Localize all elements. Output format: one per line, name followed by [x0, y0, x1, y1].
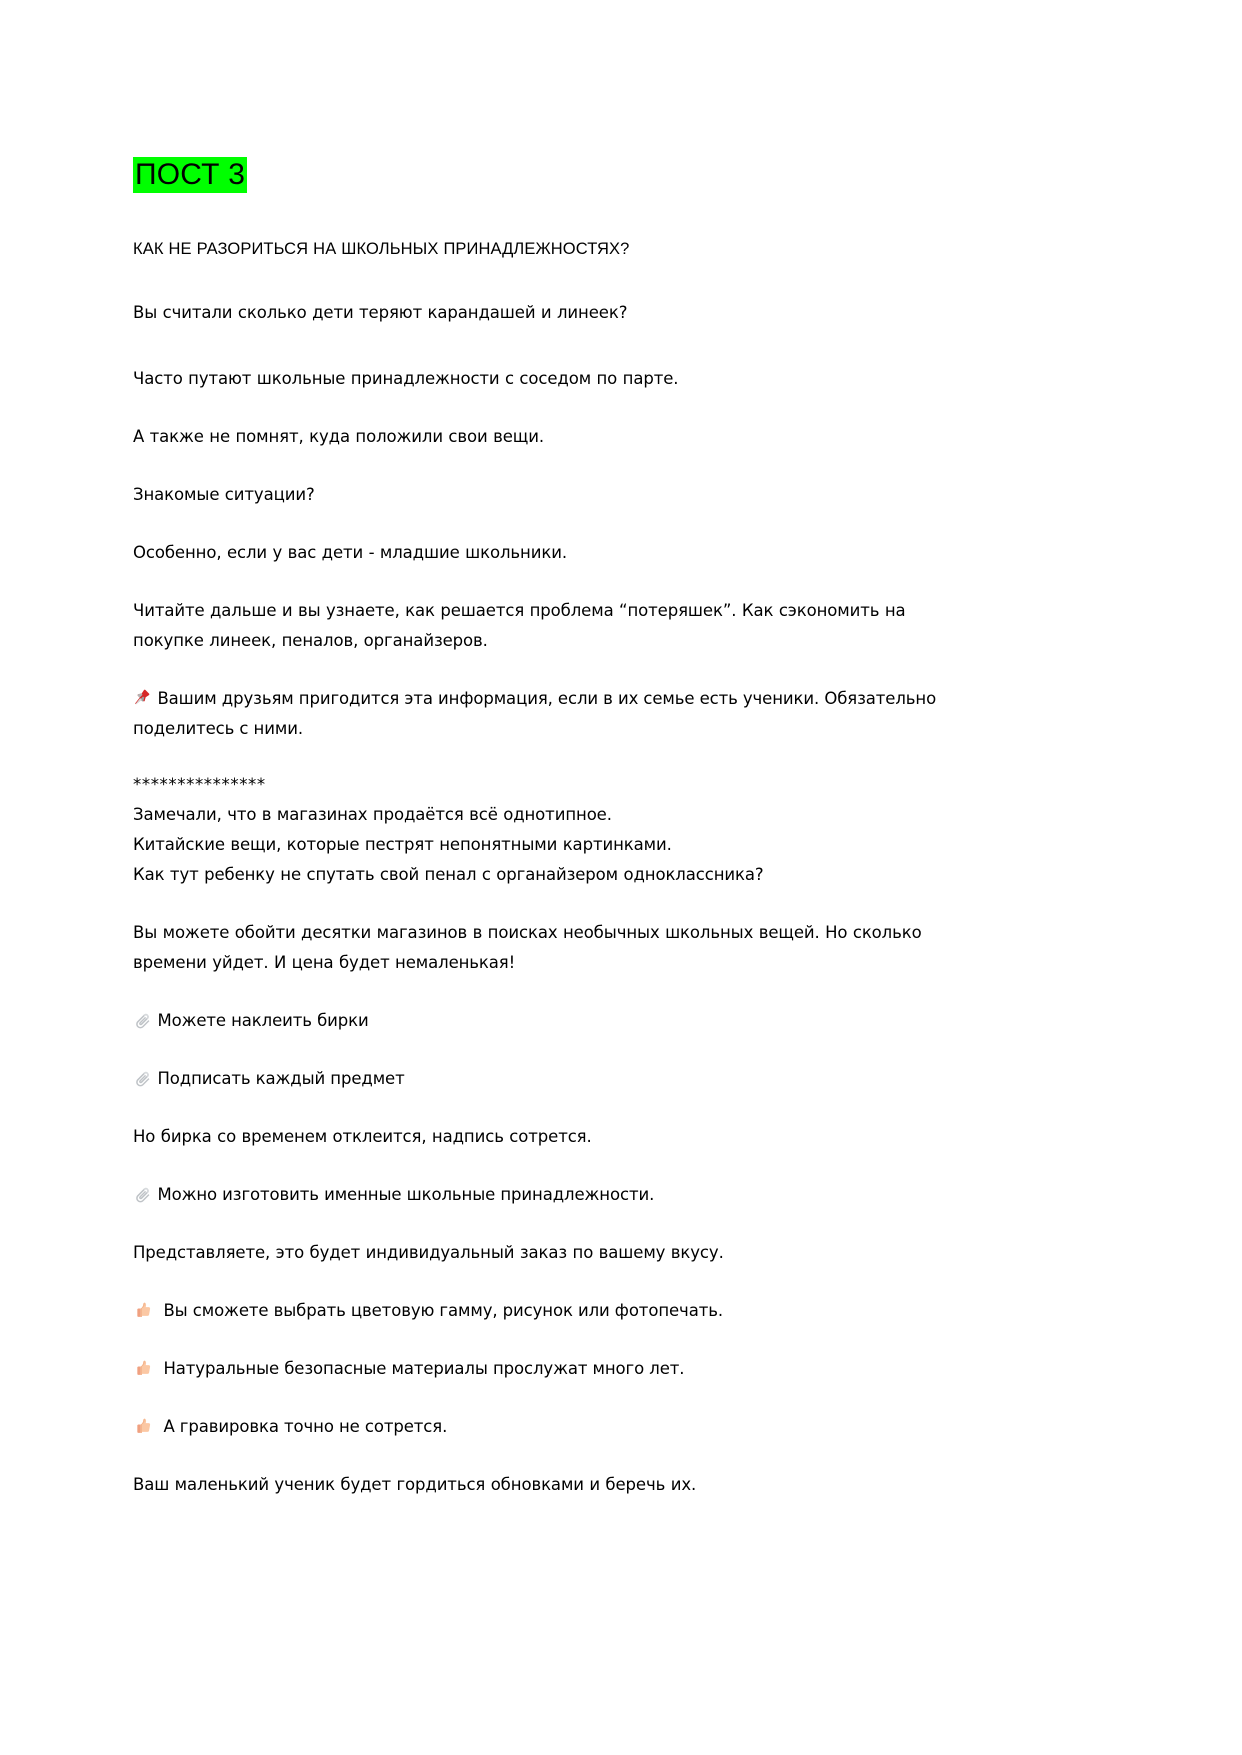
pushpin-callout: [133, 684, 948, 744]
thumbs-up-icon: [133, 1358, 153, 1378]
thumbs-up-icon: [133, 1300, 153, 1320]
separator-block: [133, 772, 948, 890]
post-title: ПОСТ 3: [135, 158, 246, 191]
paragraph-3: А также не помнят, куда положили свои вещи.: [133, 427, 544, 446]
paragraph-4: Знакомые ситуации?: [133, 485, 315, 504]
paragraph-1: Вы считали сколько дети теряют карандашей и линеек?: [133, 303, 628, 322]
pushpin-icon: [133, 688, 153, 708]
paperclip-icon: [133, 1184, 153, 1204]
document-body: [133, 160, 948, 1500]
paperclip-item-2-text: Подписать каждый предмет: [157, 1069, 405, 1088]
post-title-row: [133, 160, 948, 190]
thumbsup-item-2-text: Натуральные безопасные материалы прослужат много лет.: [163, 1359, 685, 1378]
thumbsup-item-3: [133, 1412, 948, 1442]
paragraph-10: Ваш маленький ученик будет гордиться обновками и беречь их.: [133, 1475, 697, 1494]
paragraph-2: Часто путают школьные принадлежности с соседом по парте.: [133, 369, 679, 388]
pushpin-callout-text: Вашим друзьям пригодится эта информация, если в их семье есть ученики. Обязательно поделитесь с ними.: [133, 689, 937, 738]
block1-line-3: Как тут ребенку не спутать свой пенал с органайзером одноклассника?: [133, 865, 764, 884]
paragraph-9: Представляете, это будет индивидуальный заказ по вашему вкусу.: [133, 1243, 724, 1262]
paperclip-icon: [133, 1010, 153, 1030]
thumbsup-item-1-text: Вы сможете выбрать цветовую гамму, рисунок или фотопечать.: [163, 1301, 723, 1320]
paragraph-8: Но бирка со временем отклеится, надпись сотрется.: [133, 1127, 592, 1146]
thumbsup-item-1: [133, 1296, 948, 1326]
paragraph-5: Особенно, если у вас дети - младшие школьники.: [133, 543, 567, 562]
paperclip-item-3: [133, 1180, 948, 1210]
paperclip-item-1: [133, 1006, 948, 1036]
asterisk-separator: ***************: [133, 775, 266, 794]
thumbsup-item-2: [133, 1354, 948, 1384]
paperclip-item-3-text: Можно изготовить именные школьные принадлежности.: [157, 1185, 655, 1204]
paperclip-item-1-text: Можете наклеить бирки: [157, 1011, 369, 1030]
main-heading: КАК НЕ РАЗОРИТЬСЯ НА ШКОЛЬНЫХ ПРИНАДЛЕЖНОСТЯХ?: [133, 240, 630, 258]
paperclip-icon: [133, 1068, 153, 1088]
block1-line-1: Замечали, что в магазинах продаётся всё однотипное.: [133, 805, 612, 824]
thumbsup-item-3-text: А гравировка точно не сотрется.: [163, 1417, 448, 1436]
block1-line-2: Китайские вещи, которые пестрят непонятными картинками.: [133, 835, 672, 854]
thumbs-up-icon: [133, 1416, 153, 1436]
paragraph-6: Читайте дальше и вы узнаете, как решается проблема “потеряшек”. Как сэкономить на покупке линеек, пеналов, органайзеров.: [133, 601, 906, 650]
paperclip-item-2: [133, 1064, 948, 1094]
paragraph-7: Вы можете обойти десятки магазинов в поисках необычных школьных вещей. Но сколько времени уйдет. И цена будет немаленькая!: [133, 923, 922, 972]
